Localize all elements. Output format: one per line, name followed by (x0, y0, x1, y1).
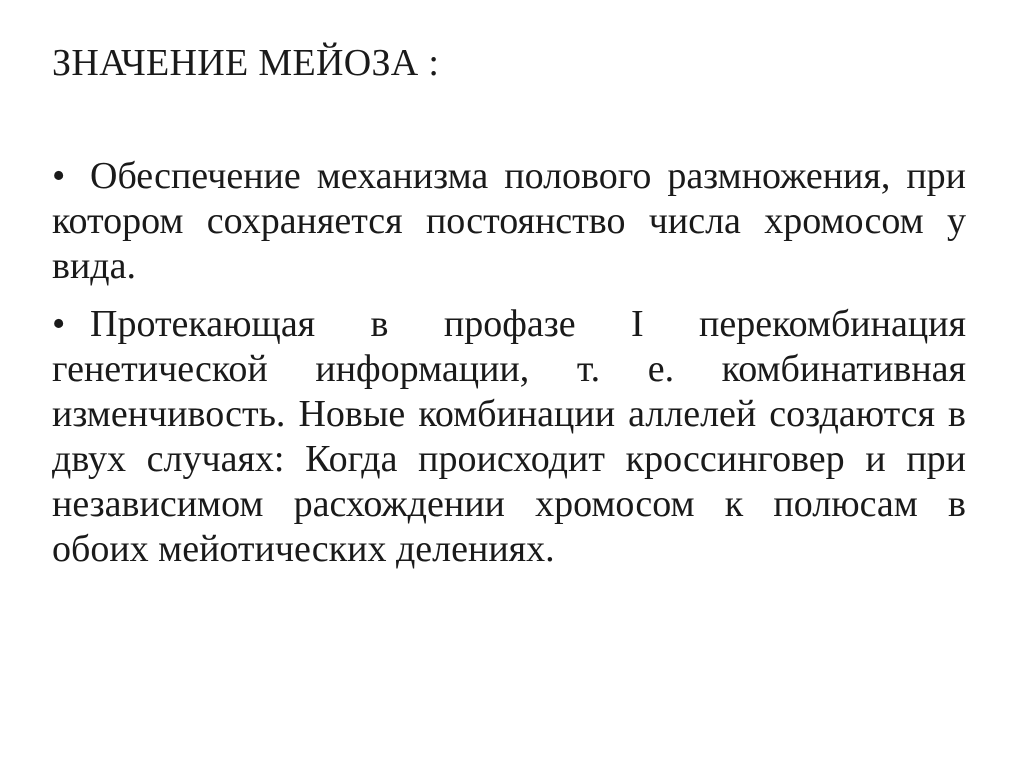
bullet-text-2: Протекающая в профазе I перекомбинация генетической информации, т. е. комбинативная изменчивость. Новые комбинации аллелей создаются в двух случаях: Когда происходит кроссинговер и при независимом расхождении хромосом к полюсам в обоих мейотических делениях. (52, 303, 966, 570)
bullet-icon: • (52, 303, 66, 345)
bullet-item-2 (52, 302, 966, 572)
bullet-list (52, 154, 966, 585)
bullet-icon: • (52, 155, 66, 197)
slide-title: ЗНАЧЕНИЕ МЕЙОЗА : (52, 42, 440, 84)
bullet-item-1 (52, 154, 966, 289)
bullet-text-1: Обеспечение механизма полового размножения, при котором сохраняется постоянство числа хромосом у вида. (52, 155, 966, 287)
